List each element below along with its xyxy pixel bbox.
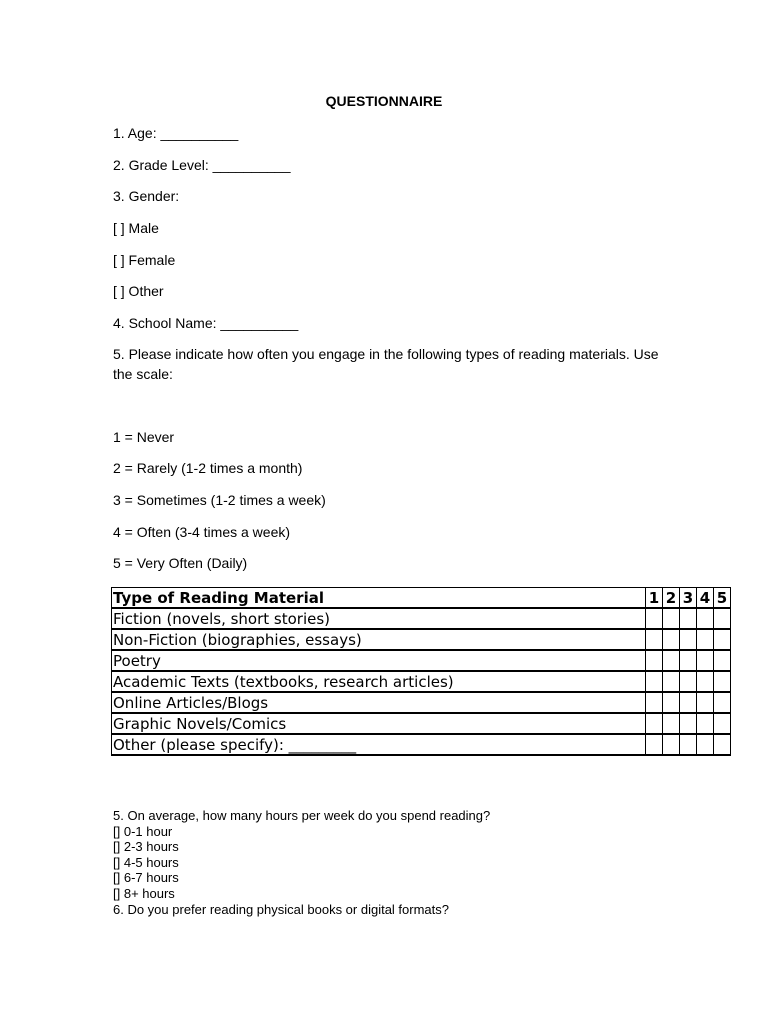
table-row <box>112 609 731 630</box>
question-gender: 3. Gender: <box>113 188 180 204</box>
rating-cell[interactable] <box>697 609 714 630</box>
row-label: Non-Fiction (biographies, essays) <box>112 630 646 651</box>
table-header-row <box>112 588 731 609</box>
rating-cell[interactable] <box>714 672 731 693</box>
row-label: Other (please specify): _________ <box>112 735 646 756</box>
rating-cell[interactable] <box>697 693 714 714</box>
rating-cell[interactable] <box>714 651 731 672</box>
document-title: QUESTIONNAIRE <box>325 93 443 109</box>
rating-cell[interactable] <box>663 609 680 630</box>
table-row <box>112 693 731 714</box>
table-row <box>112 672 731 693</box>
table-header-col-5: 5 <box>714 588 731 609</box>
question-reading-frequency-intro: 5. Please indicate how often you engage in the following types of reading materials. Use the scale: <box>113 346 659 382</box>
rating-cell[interactable] <box>697 672 714 693</box>
rating-cell[interactable] <box>646 630 663 651</box>
rating-cell[interactable] <box>663 630 680 651</box>
row-label: Academic Texts (textbooks, research articles) <box>112 672 646 693</box>
row-label: Fiction (novels, short stories) <box>112 609 646 630</box>
rating-cell[interactable] <box>680 735 697 756</box>
rating-cell[interactable] <box>663 672 680 693</box>
scale-item-4: 4 = Often (3-4 times a week) <box>113 524 291 540</box>
table-row <box>112 735 731 756</box>
table-header-col-2: 2 <box>663 588 680 609</box>
row-label: Graphic Novels/Comics <box>112 714 646 735</box>
hours-option-2-3: [] 2-3 hours <box>113 839 179 855</box>
rating-cell[interactable] <box>646 714 663 735</box>
hours-option-4-5: [] 4-5 hours <box>113 854 179 870</box>
rating-cell[interactable] <box>714 609 731 630</box>
rating-cell[interactable] <box>714 735 731 756</box>
rating-cell[interactable] <box>646 672 663 693</box>
rating-cell[interactable] <box>680 693 697 714</box>
table-header-col-4: 4 <box>697 588 714 609</box>
question-school-name: 4. School Name: __________ <box>113 315 299 331</box>
rating-cell[interactable] <box>697 651 714 672</box>
table-header-col-1: 1 <box>646 588 663 609</box>
rating-cell[interactable] <box>697 714 714 735</box>
hours-option-0-1: [] 0-1 hour <box>113 823 173 839</box>
rating-cell[interactable] <box>697 735 714 756</box>
reading-material-table <box>111 587 731 756</box>
table-row <box>112 630 731 651</box>
gender-option-male: [ ] Male <box>113 220 159 236</box>
question-format-preference: 6. Do you prefer reading physical books or digital formats? <box>113 901 450 917</box>
hours-option-6-7: [] 6-7 hours <box>113 870 179 886</box>
scale-item-5: 5 = Very Often (Daily) <box>113 555 248 571</box>
rating-cell[interactable] <box>680 609 697 630</box>
scale-item-1: 1 = Never <box>113 429 175 445</box>
table-header-material: Type of Reading Material <box>112 588 646 609</box>
rating-cell[interactable] <box>680 672 697 693</box>
rating-cell[interactable] <box>663 651 680 672</box>
rating-cell[interactable] <box>680 651 697 672</box>
gender-option-other: [ ] Other <box>113 283 164 299</box>
rating-cell[interactable] <box>646 693 663 714</box>
table-row <box>112 651 731 672</box>
rating-cell[interactable] <box>646 609 663 630</box>
hours-question-block <box>113 808 490 917</box>
row-label: Poetry <box>112 651 646 672</box>
rating-cell[interactable] <box>663 735 680 756</box>
rating-cell[interactable] <box>646 735 663 756</box>
rating-cell[interactable] <box>663 693 680 714</box>
question-age: 1. Age: __________ <box>113 125 239 141</box>
rating-cell[interactable] <box>646 651 663 672</box>
question-hours-per-week: 5. On average, how many hours per week do you spend reading? <box>113 808 491 823</box>
scale-item-2: 2 = Rarely (1-2 times a month) <box>113 460 303 476</box>
rating-cell[interactable] <box>714 630 731 651</box>
rating-cell[interactable] <box>714 714 731 735</box>
rating-cell[interactable] <box>714 693 731 714</box>
rating-cell[interactable] <box>680 630 697 651</box>
rating-cell[interactable] <box>697 630 714 651</box>
row-label: Online Articles/Blogs <box>112 693 646 714</box>
question-grade-level: 2. Grade Level: __________ <box>113 157 291 173</box>
gender-option-female: [ ] Female <box>113 252 176 268</box>
rating-cell[interactable] <box>680 714 697 735</box>
rating-cell[interactable] <box>663 714 680 735</box>
table-header-col-3: 3 <box>680 588 697 609</box>
scale-item-3: 3 = Sometimes (1-2 times a week) <box>113 492 326 508</box>
hours-option-8-plus: [] 8+ hours <box>113 885 175 901</box>
table-row <box>112 714 731 735</box>
